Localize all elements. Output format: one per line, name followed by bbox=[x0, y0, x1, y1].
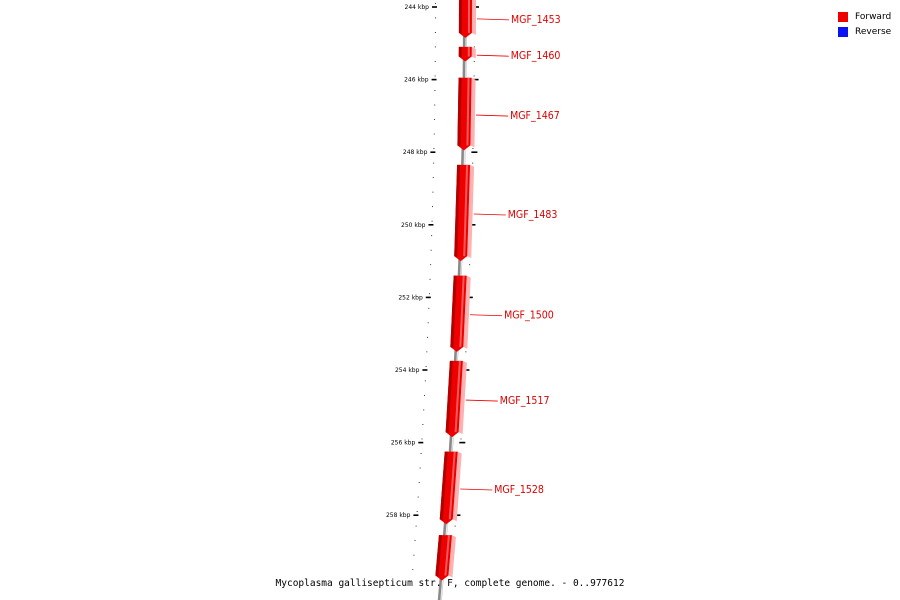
gene-shade bbox=[459, 0, 462, 34]
legend-reverse bbox=[838, 24, 891, 39]
gene-label-leader bbox=[477, 55, 509, 56]
scale-label: 248 kbp bbox=[402, 149, 428, 157]
scale-label: 244 kbp bbox=[404, 4, 429, 11]
gene-highlight bbox=[468, 47, 470, 57]
gene-MGF_1467[interactable] bbox=[457, 78, 559, 151]
gene-MGF_1528[interactable] bbox=[440, 452, 544, 525]
gene-label-leader bbox=[477, 19, 509, 20]
legend bbox=[838, 9, 891, 39]
scale-label: 256 kbp bbox=[390, 439, 416, 447]
gene-label-leader bbox=[470, 315, 502, 316]
gene-side-face bbox=[472, 47, 476, 59]
gene-label-leader bbox=[466, 400, 498, 401]
legend-forward-label: Forward bbox=[855, 11, 892, 22]
gene-MGF_1483[interactable] bbox=[454, 165, 557, 261]
forward-swatch bbox=[838, 12, 848, 22]
gene-label: MGF_1500 bbox=[504, 309, 554, 322]
gene-label: MGF_1483 bbox=[507, 209, 558, 222]
gene-shade bbox=[459, 47, 462, 58]
gene-MGF_1500[interactable] bbox=[450, 276, 553, 352]
scale-label: 254 kbp bbox=[394, 367, 420, 374]
gene-label: MGF_1460 bbox=[510, 50, 561, 63]
gene-partial[interactable] bbox=[435, 535, 456, 580]
gene-MGF_1517[interactable] bbox=[446, 361, 550, 437]
gene-label-leader bbox=[474, 214, 506, 215]
gene-highlight bbox=[468, 0, 470, 33]
legend-reverse-label: Reverse bbox=[855, 26, 892, 37]
gene-MGF_1460[interactable] bbox=[459, 47, 561, 62]
scale-label: 246 kbp bbox=[404, 76, 429, 84]
reverse-swatch bbox=[838, 27, 848, 37]
gene-label: MGF_1453 bbox=[510, 13, 561, 26]
gene-side-face bbox=[472, 0, 476, 35]
legend-forward bbox=[838, 9, 891, 24]
gene-MGF_1453[interactable] bbox=[459, 0, 561, 38]
genome-caption: Mycoplasma gallisepticum str. F, complete genome. - 0..977612 bbox=[275, 578, 625, 589]
scale-label: 258 kbp bbox=[385, 512, 411, 520]
gene-label-leader bbox=[476, 115, 508, 116]
gene-label: MGF_1517 bbox=[499, 395, 550, 408]
scale-label: 250 kbp bbox=[401, 221, 426, 229]
gene-label-leader bbox=[460, 489, 492, 490]
gene-label: MGF_1467 bbox=[510, 110, 560, 123]
scale-label: 252 kbp bbox=[398, 294, 423, 302]
gene-label: MGF_1528 bbox=[494, 483, 544, 496]
